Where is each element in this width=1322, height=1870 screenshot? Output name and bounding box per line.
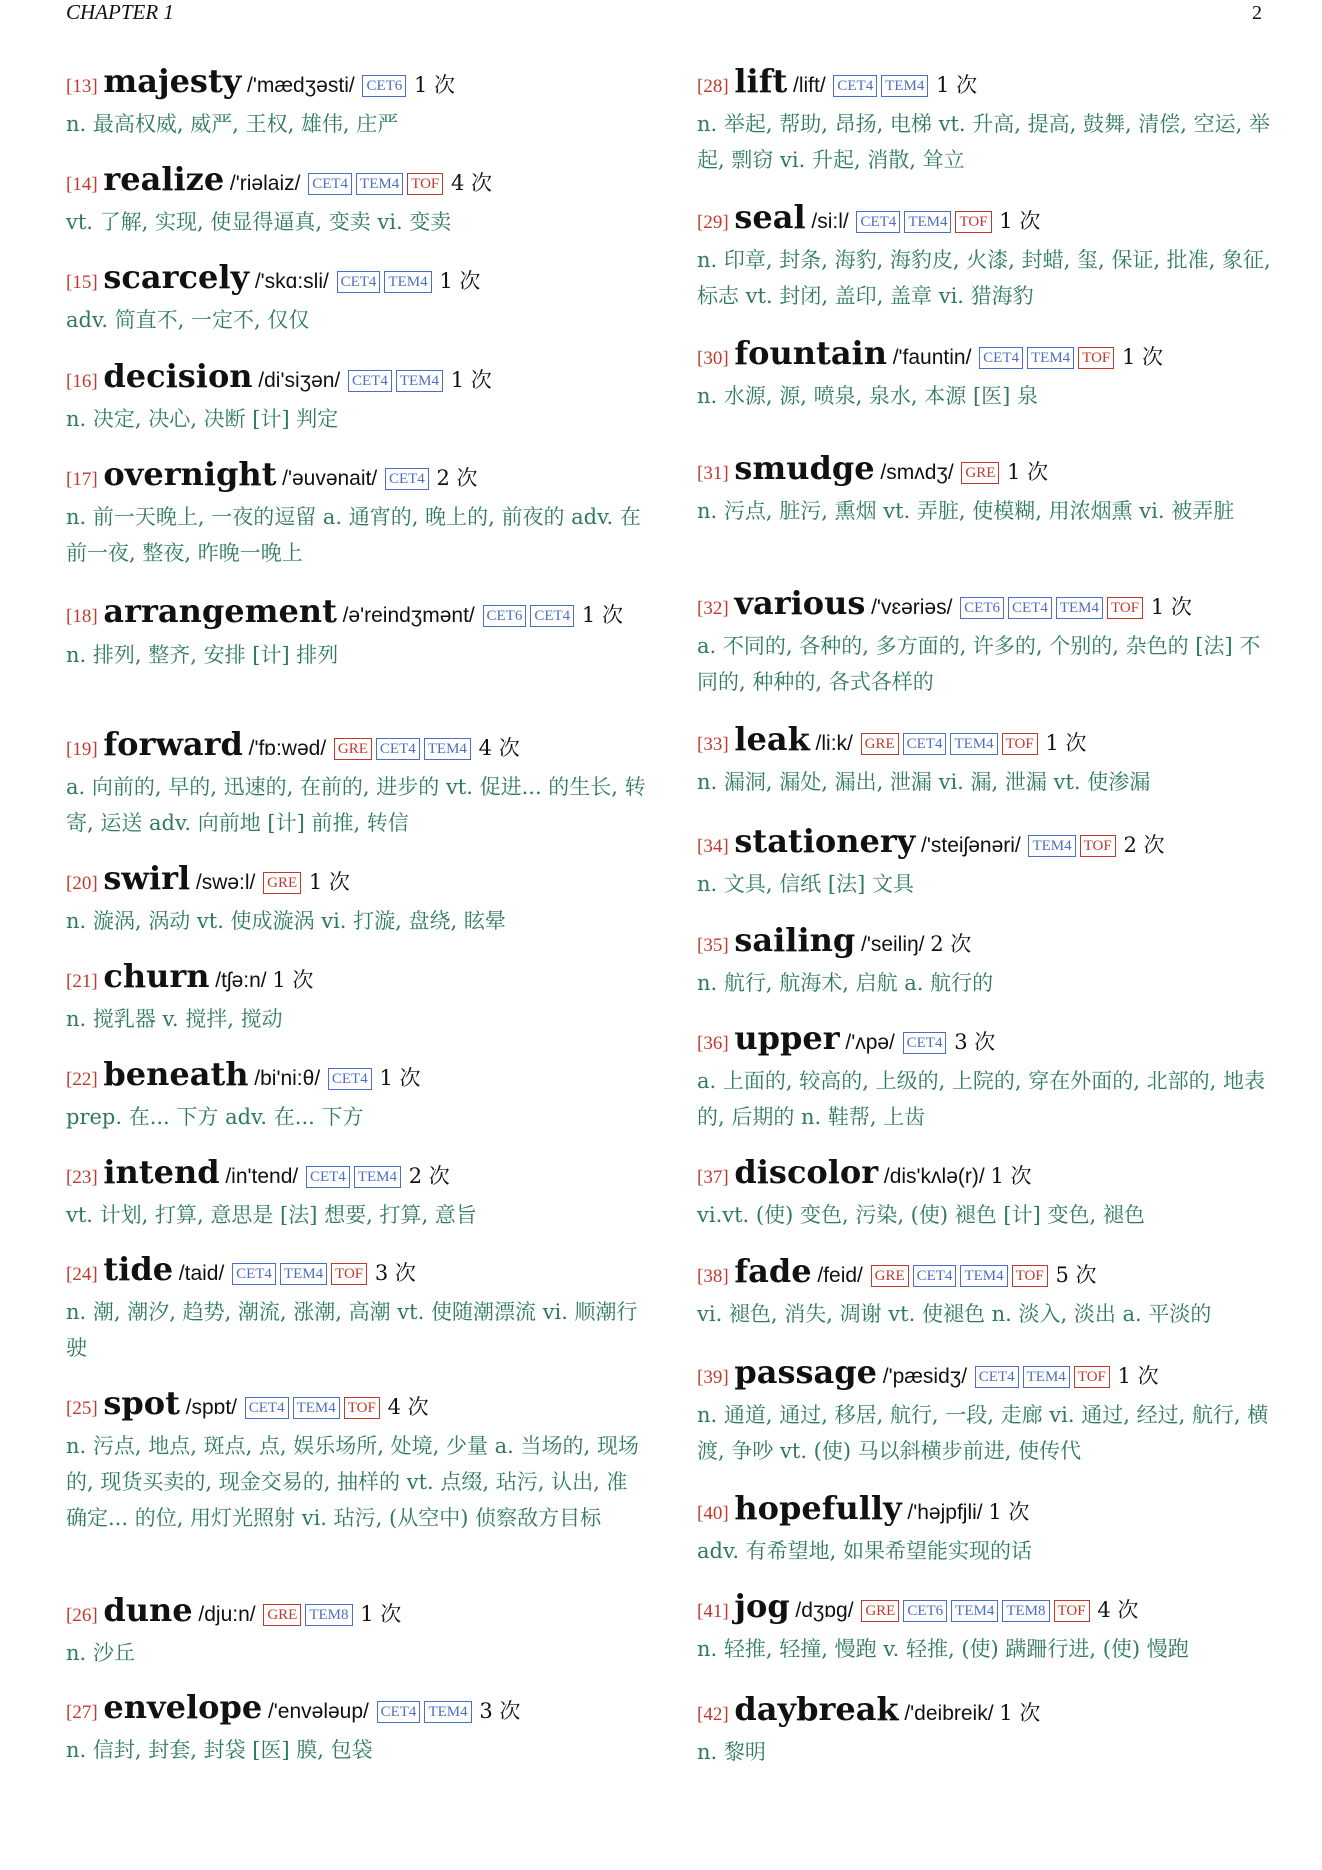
definition: vi.vt. (使) 变色, 污染, (使) 褪色 [计] 变色, 褪色 [697,1203,1145,1227]
entry-headline [66,359,646,399]
vocab-entry [66,1252,646,1366]
vocab-entry [697,1254,1277,1332]
vocab-entry [66,359,646,437]
exam-tag: TOF [331,1263,367,1285]
exam-tag: GRE [263,872,301,894]
chapter-header: CHAPTER 1 [66,0,174,24]
entry-index: [20] [66,873,98,894]
vocab-entry [66,1386,646,1536]
entry-index: [17] [66,469,98,490]
definition: adv. 简直不, 一定不, 仅仅 [66,308,310,332]
definition: prep. 在... 下方 adv. 在... 下方 [66,1105,364,1129]
occurrence-count: 1 次 [999,209,1041,233]
entry-headline [66,1057,646,1097]
headword: fade [734,1252,812,1290]
definition: n. 前一天晚上, 一夜的逗留 a. 通宵的, 晚上的, 前夜的 adv. 在前一夜, 整夜, 昨晚一晚上 [66,505,641,565]
entry-headline [697,1491,1277,1531]
exam-tag: GRE [263,1604,301,1626]
entry-headline [66,457,646,497]
definition: adv. 有希望地, 如果希望能实现的话 [697,1539,1033,1563]
headword: seal [734,198,806,236]
headword: hopefully [734,1489,902,1527]
exam-tag: TEM4 [951,1600,998,1622]
headword: majesty [103,62,242,100]
entry-index: [34] [697,836,729,857]
entry-index: [16] [66,371,98,392]
definition: vi. 褪色, 消失, 凋谢 vt. 使褪色 n. 淡入, 淡出 a. 平淡的 [697,1302,1212,1326]
occurrence-count: 2 次 [930,932,972,956]
definition: a. 上面的, 较高的, 上级的, 上院的, 穿在外面的, 北部的, 地表的, 后期的 n. 鞋帮, 上齿 [697,1069,1265,1129]
headword: jog [734,1587,790,1625]
vocab-entry [66,861,646,939]
exam-tag: CET4 [306,1166,350,1188]
entry-headline [66,959,646,999]
exam-tag: TEM4 [396,370,443,392]
vocab-entry [697,451,1277,529]
exam-tag: TEM4 [1023,1366,1070,1388]
definition: n. 潮, 潮汐, 趋势, 潮流, 涨潮, 高潮 vt. 使随潮漂流 vi. 顺潮行驶 [66,1300,638,1360]
phonetic: /dis'kʌlə(r)/ [883,1165,985,1188]
entry-index: [15] [66,272,98,293]
headword: sailing [734,921,856,959]
definition: n. 污点, 脏污, 熏烟 vt. 弄脏, 使模糊, 用浓烟熏 vi. 被弄脏 [697,499,1235,523]
occurrence-count: 1 次 [581,603,623,627]
vocab-entry [697,64,1277,178]
occurrence-count: 1 次 [360,1602,402,1626]
definition: n. 通道, 通过, 移居, 航行, 一段, 走廊 vi. 通过, 经过, 航行, 横渡, 争吵 vt. (使) 马以斜横步前进, 使传代 [697,1403,1269,1463]
entry-index: [36] [697,1033,729,1054]
definition: n. 航行, 航海术, 启航 a. 航行的 [697,971,994,995]
vocab-entry [66,1690,646,1768]
entry-index: [13] [66,76,98,97]
entry-index: [18] [66,606,98,627]
exam-tag: CET4 [385,468,429,490]
headword: spot [103,1384,180,1422]
exam-tag: TEM4 [1028,835,1075,857]
definition: n. 污点, 地点, 斑点, 点, 娱乐场所, 处境, 少量 a. 当场的, 现场的, 现货买卖的, 现金交易的, 抽样的 vt. 点缀, 玷污, 认出, 准确定... 的位, 用灯光照射 vi. 玷污, (从空中) 侦察敌方目标 [66,1434,639,1530]
phonetic: /spɒt/ [185,1396,238,1419]
occurrence-count: 3 次 [954,1030,996,1054]
headword: fountain [734,334,887,372]
vocab-entry [697,1355,1277,1469]
exam-tag: TEM4 [424,1701,471,1723]
headword: dune [103,1591,193,1629]
exam-tag: CET4 [856,211,900,233]
entry-index: [32] [697,598,729,619]
vocab-entry [697,923,1277,1001]
exam-tag: GRE [334,738,372,760]
definition: vt. 计划, 打算, 意思是 [法] 想要, 打算, 意旨 [66,1203,477,1227]
occurrence-count: 1 次 [308,870,350,894]
phonetic: /'envələup/ [267,1700,369,1723]
phonetic: /li:k/ [815,732,853,755]
occurrence-count: 2 次 [436,466,478,490]
exam-tag: GRE [861,1600,899,1622]
vocab-entry [66,1593,646,1671]
entry-index: [35] [697,935,729,956]
occurrence-count: 3 次 [479,1699,521,1723]
occurrence-count: 1 次 [999,1701,1041,1725]
headword: arrangement [103,592,337,630]
vocab-entry [697,336,1277,414]
headword: upper [734,1019,840,1057]
definition: n. 信封, 封套, 封袋 [医] 膜, 包袋 [66,1738,373,1762]
exam-tag: TEM4 [354,1166,401,1188]
exam-tag: CET4 [377,1701,421,1723]
headword: forward [103,725,243,763]
entry-index: [31] [697,463,729,484]
exam-tag: TEM4 [424,738,471,760]
exam-tag: CET4 [903,733,947,755]
headword: discolor [734,1153,879,1191]
entry-index: [21] [66,971,98,992]
phonetic: /di'siʒən/ [258,369,341,392]
definition: n. 文具, 信纸 [法] 文具 [697,872,914,896]
headword: envelope [103,1688,263,1726]
exam-tag: TOF [1054,1600,1090,1622]
entry-index: [27] [66,1702,98,1723]
vocab-entry [697,722,1277,800]
headword: smudge [734,449,875,487]
occurrence-count: 1 次 [988,1500,1030,1524]
exam-tag: TOF [1002,733,1038,755]
entry-headline [697,722,1277,762]
occurrence-count: 4 次 [1097,1598,1139,1622]
entry-index: [37] [697,1167,729,1188]
exam-tag: TEM4 [950,733,997,755]
occurrence-count: 1 次 [990,1164,1032,1188]
phonetic: /'seiliŋ/ [860,933,925,956]
entry-headline [66,1690,646,1730]
entry-headline [697,824,1277,864]
entry-headline [66,64,646,104]
exam-tag: TEM4 [280,1263,327,1285]
vocab-entry [697,824,1277,902]
phonetic: /lift/ [792,74,826,97]
entry-headline [697,200,1277,240]
headword: scarcely [103,258,250,296]
entry-index: [41] [697,1601,729,1622]
vocab-entry [66,727,646,841]
headword: tide [103,1250,174,1288]
vocab-entry [697,1692,1277,1770]
exam-tag: TOF [1012,1265,1048,1287]
exam-tag: CET4 [913,1265,957,1287]
exam-tag: CET4 [308,173,352,195]
occurrence-count: 4 次 [387,1395,429,1419]
exam-tag: CET6 [362,75,406,97]
phonetic: /'əuvənait/ [282,467,378,490]
occurrence-count: 1 次 [1117,1364,1159,1388]
exam-tag: CET4 [903,1032,947,1054]
exam-tag: TOF [955,211,991,233]
phonetic: /tʃə:n/ [215,969,267,992]
entry-headline [697,1692,1277,1732]
vocab-entry [697,200,1277,314]
phonetic: /'deibreik/ [904,1702,994,1725]
exam-tag: CET4 [232,1263,276,1285]
exam-tag: CET4 [245,1397,289,1419]
exam-tag: TOF [344,1397,380,1419]
entry-headline [697,1021,1277,1061]
entry-index: [42] [697,1704,729,1725]
entry-headline [66,1155,646,1195]
entry-headline [697,1155,1277,1195]
exam-tag: TEM4 [384,271,431,293]
entry-index: [26] [66,1605,98,1626]
exam-tag: GRE [861,733,899,755]
exam-tag: CET4 [348,370,392,392]
phonetic: /dju:n/ [198,1603,256,1626]
definition: n. 沙丘 [66,1641,135,1665]
definition: vt. 了解, 实现, 使显得逼真, 变卖 vi. 变卖 [66,210,452,234]
exam-tag: TEM4 [356,173,403,195]
entry-headline [697,1589,1277,1629]
exam-tag: CET4 [1008,597,1052,619]
entry-index: [30] [697,348,729,369]
vocab-entry [66,1057,646,1135]
exam-tag: TEM4 [1027,347,1074,369]
phonetic: /swə:l/ [195,871,256,894]
vocab-entry [66,457,646,571]
definition: n. 黎明 [697,1740,766,1764]
entry-index: [23] [66,1167,98,1188]
exam-tag: TEM4 [293,1397,340,1419]
definition: a. 不同的, 各种的, 多方面的, 许多的, 个别的, 杂色的 [法] 不同的, 种种的, 各式各样的 [697,634,1261,694]
headword: daybreak [734,1690,899,1728]
headword: intend [103,1153,220,1191]
occurrence-count: 1 次 [414,73,456,97]
occurrence-count: 1 次 [439,269,481,293]
phonetic: /taid/ [178,1262,225,1285]
phonetic: /bi'ni:θ/ [254,1067,321,1090]
occurrence-count: 4 次 [451,171,493,195]
exam-tag: CET4 [975,1366,1019,1388]
vocab-entry [697,1491,1277,1569]
exam-tag: CET6 [483,605,527,627]
exam-tag: CET4 [337,271,381,293]
phonetic: /in'tend/ [225,1165,299,1188]
entry-index: [14] [66,174,98,195]
phonetic: /'fɒ:wəd/ [248,737,327,760]
entry-index: [25] [66,1398,98,1419]
vocab-entry [697,586,1277,700]
headword: passage [734,1353,877,1391]
phonetic: /'mædʒəsti/ [247,74,355,97]
phonetic: /si:l/ [811,210,849,233]
phonetic: /'ʌpə/ [845,1031,895,1054]
definition: n. 举起, 帮助, 昂扬, 电梯 vt. 升高, 提高, 鼓舞, 清偿, 空运, 举起, 剽窃 vi. 升起, 消散, 耸立 [697,112,1271,172]
vocab-entry [66,162,646,240]
exam-tag: TEM4 [1056,597,1103,619]
exam-tag: TEM4 [960,1265,1007,1287]
exam-tag: CET4 [979,347,1023,369]
entry-headline [66,1252,646,1292]
entry-headline [697,1355,1277,1395]
entry-headline [66,727,646,767]
definition: n. 印章, 封条, 海豹, 海豹皮, 火漆, 封蜡, 玺, 保证, 批准, 象征, 标志 vt. 封闭, 盖印, 盖章 vi. 猎海豹 [697,248,1271,308]
headword: overnight [103,455,277,493]
definition: n. 搅乳器 v. 搅拌, 搅动 [66,1007,283,1031]
headword: churn [103,957,210,995]
entry-headline [697,336,1277,376]
definition: a. 向前的, 早的, 迅速的, 在前的, 进步的 vt. 促进... 的生长, 转寄, 运送 adv. 向前地 [计] 前推, 转信 [66,775,646,835]
definition: n. 轻推, 轻撞, 慢跑 v. 轻推, (使) 蹒跚行进, (使) 慢跑 [697,1637,1189,1661]
entry-index: [28] [697,76,729,97]
vocab-entry [66,593,646,673]
phonetic: /ə'reindʒmənt/ [342,604,475,627]
headword: realize [103,160,225,198]
occurrence-count: 1 次 [272,968,314,992]
occurrence-count: 1 次 [936,73,978,97]
exam-tag: CET4 [328,1068,372,1090]
entry-index: [38] [697,1266,729,1287]
entry-headline [697,1254,1277,1294]
exam-tag: GRE [871,1265,909,1287]
phonetic: /smʌdʒ/ [880,461,954,484]
vocab-entry [66,959,646,1037]
entry-headline [66,593,646,635]
occurrence-count: 1 次 [1150,595,1192,619]
occurrence-count: 2 次 [1123,833,1165,857]
entry-headline [66,162,646,202]
entry-headline [66,861,646,901]
headword: swirl [103,859,191,897]
exam-tag: TOF [1080,835,1116,857]
exam-tag: CET4 [376,738,420,760]
entry-index: [19] [66,739,98,760]
entry-index: [29] [697,212,729,233]
exam-tag: TOF [1078,347,1114,369]
vocab-entry [66,260,646,338]
exam-tag: TOF [1074,1366,1110,1388]
phonetic: /'vɛəriəs/ [871,596,953,619]
occurrence-count: 1 次 [1122,345,1164,369]
exam-tag: CET4 [530,605,574,627]
entry-headline [66,1386,646,1426]
exam-tag: CET4 [833,75,877,97]
headword: decision [103,357,253,395]
phonetic: /'həjpfjli/ [907,1501,983,1524]
headword: lift [734,62,788,100]
definition: n. 漏洞, 漏处, 漏出, 泄漏 vi. 漏, 泄漏 vt. 使渗漏 [697,770,1151,794]
headword: stationery [734,822,916,860]
entry-headline [697,586,1277,626]
phonetic: /'riəlaiz/ [229,172,301,195]
occurrence-count: 1 次 [379,1066,421,1090]
exam-tag: TOF [1107,597,1143,619]
exam-tag: TOF [407,173,443,195]
page-number: 2 [1252,2,1262,24]
entry-index: [40] [697,1503,729,1524]
occurrence-count: 1 次 [1045,731,1087,755]
entry-index: [24] [66,1264,98,1285]
occurrence-count: 1 次 [450,368,492,392]
phonetic: /'pæsidʒ/ [882,1365,968,1388]
vocab-entry [697,1155,1277,1233]
definition: n. 最高权威, 威严, 王权, 雄伟, 庄严 [66,112,399,136]
headword: leak [734,720,810,758]
occurrence-count: 5 次 [1055,1263,1097,1287]
entry-headline [697,923,1277,963]
phonetic: /feid/ [817,1264,863,1287]
entry-index: [33] [697,734,729,755]
vocab-entry [66,64,646,142]
definition: n. 排列, 整齐, 安排 [计] 排列 [66,643,339,667]
phonetic: /'fauntin/ [892,346,972,369]
exam-tag: TEM4 [881,75,928,97]
entry-headline [697,451,1277,491]
phonetic: /'steiʃənəri/ [921,834,1021,857]
exam-tag: TEM8 [305,1604,352,1626]
occurrence-count: 2 次 [408,1164,450,1188]
definition: n. 漩涡, 涡动 vt. 使成漩涡 vi. 打漩, 盘绕, 眩晕 [66,909,506,933]
occurrence-count: 3 次 [374,1261,416,1285]
exam-tag: CET6 [903,1600,947,1622]
entry-headline [66,1593,646,1633]
exam-tag: GRE [961,462,999,484]
occurrence-count: 1 次 [1007,460,1049,484]
entry-index: [39] [697,1367,729,1388]
phonetic: /dʒɒg/ [795,1599,854,1622]
entry-headline [66,260,646,300]
occurrence-count: 4 次 [478,736,520,760]
exam-tag: TEM8 [1002,1600,1049,1622]
phonetic: /'skɑ:sli/ [254,270,329,293]
vocab-entry [697,1021,1277,1135]
entry-index: [22] [66,1069,98,1090]
headword: beneath [103,1055,249,1093]
entry-headline [697,64,1277,104]
definition: n. 决定, 决心, 决断 [计] 判定 [66,407,339,431]
vocab-entry [66,1155,646,1233]
definition: n. 水源, 源, 喷泉, 泉水, 本源 [医] 泉 [697,384,1039,408]
vocab-entry [697,1589,1277,1667]
exam-tag: TEM4 [904,211,951,233]
headword: various [734,584,866,622]
exam-tag: CET6 [960,597,1004,619]
